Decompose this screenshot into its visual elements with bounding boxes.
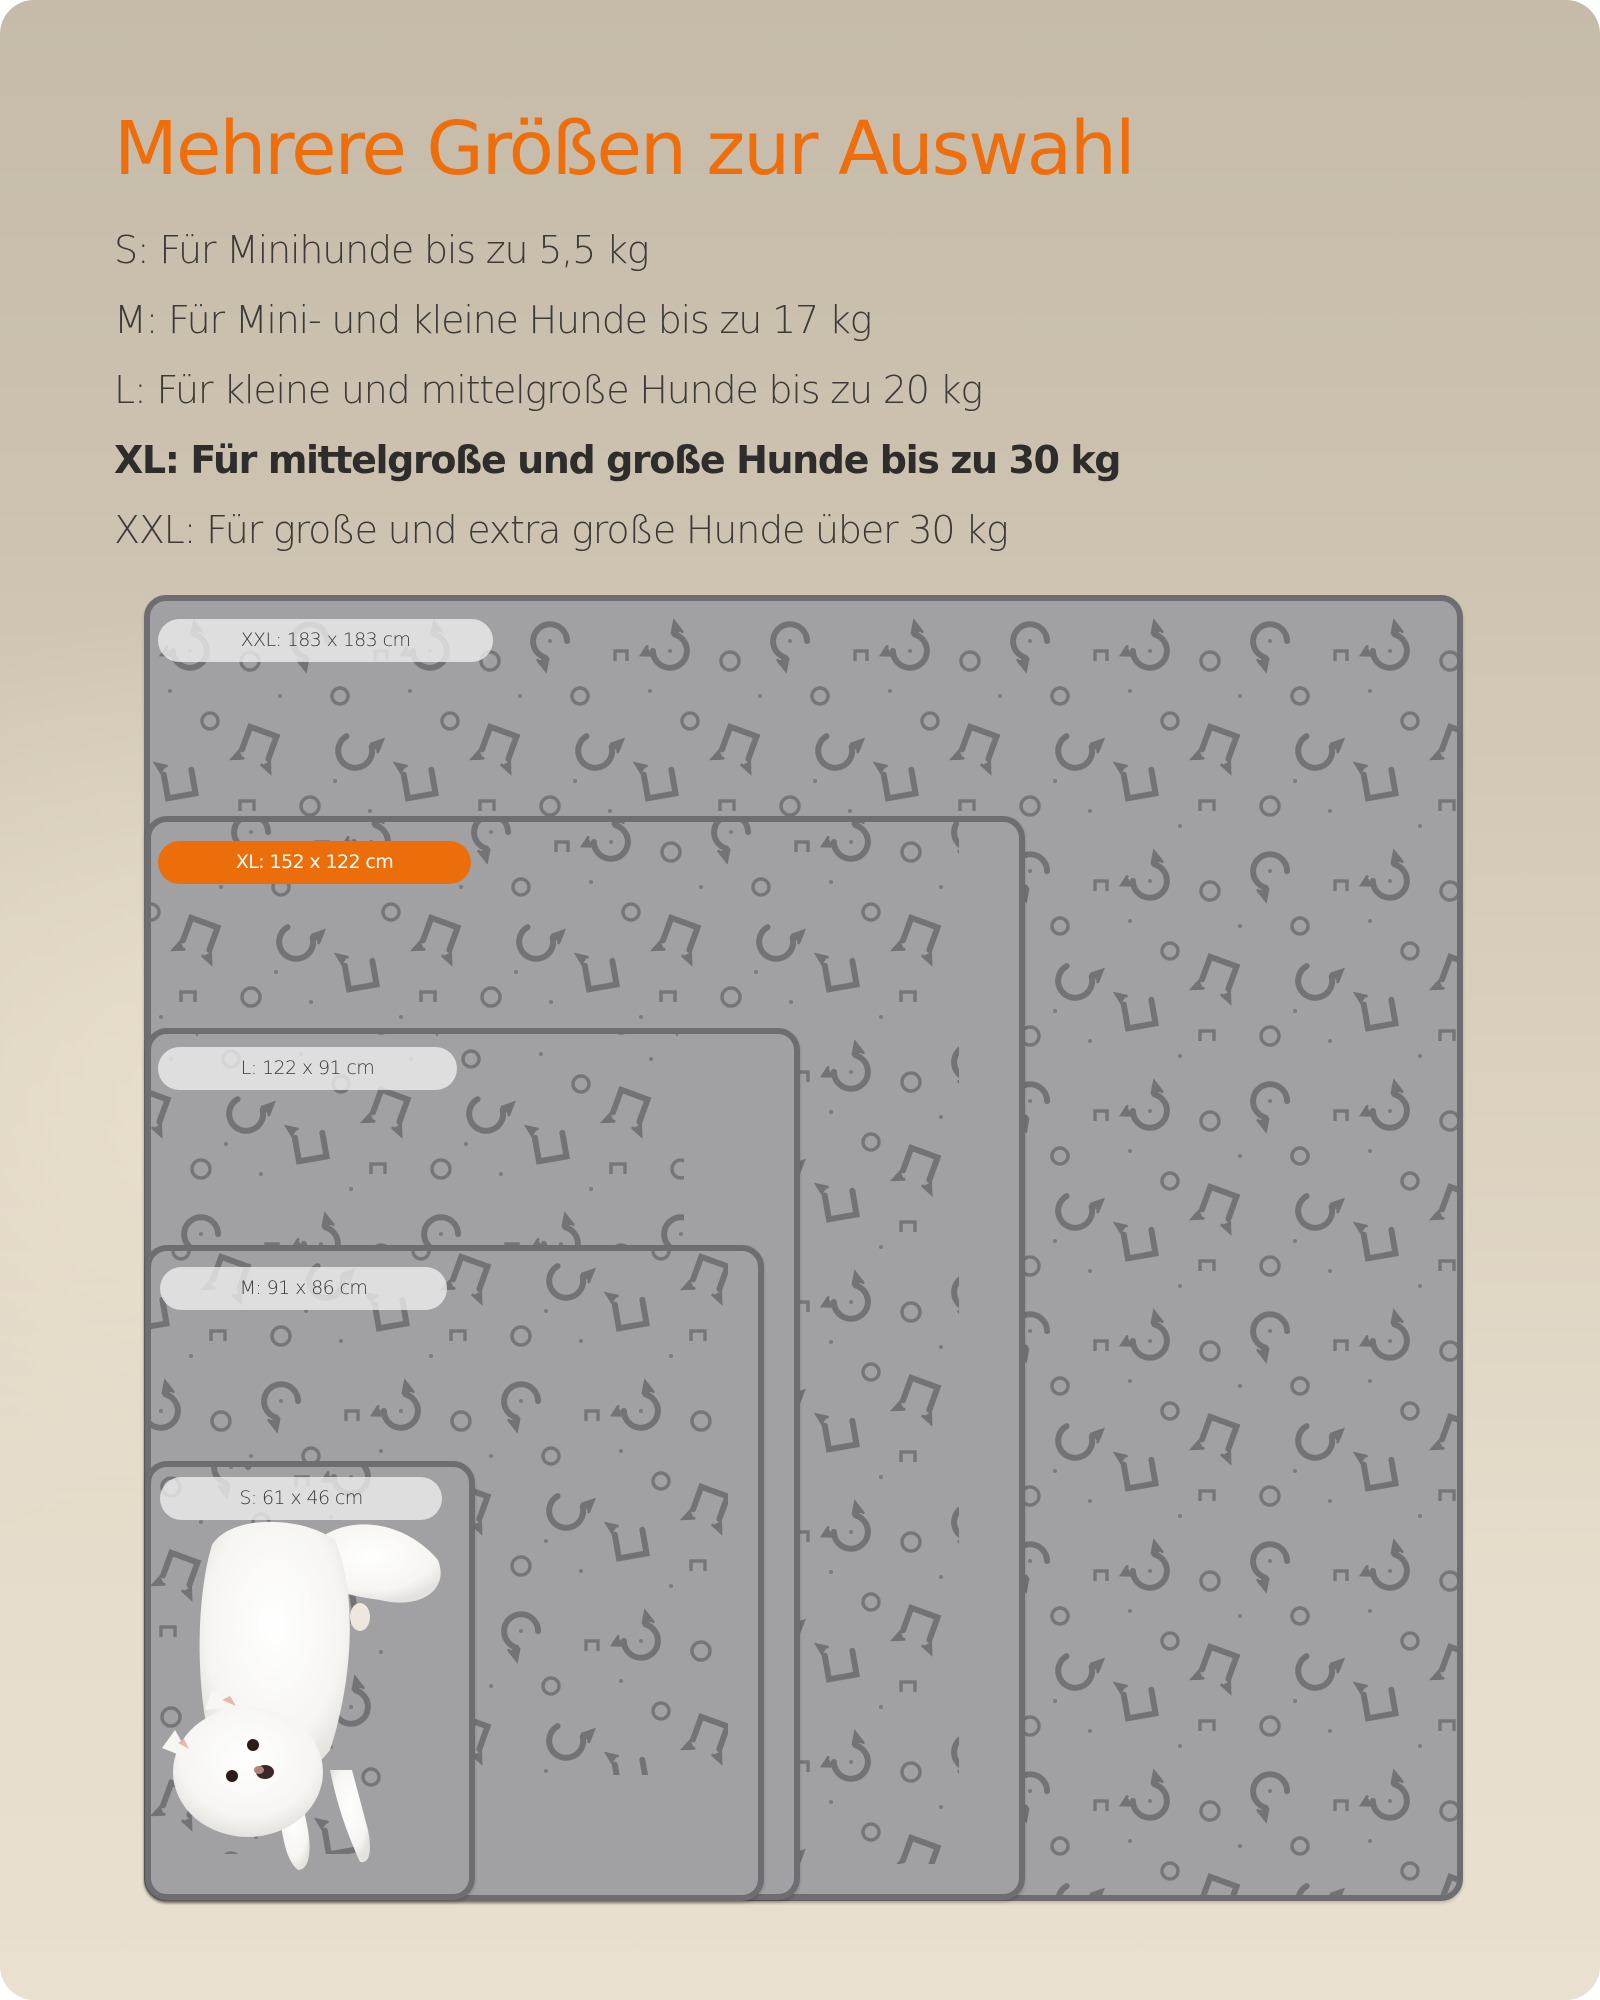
size-description-l: L: Für kleine und mittelgroße Hunde bis zu 20 kg bbox=[114, 368, 982, 412]
size-description-list bbox=[114, 226, 1120, 576]
size-label-s: S: 61 x 46 cm bbox=[160, 1477, 442, 1520]
size-description-xl: XL: Für mittelgroße und große Hunde bis zu 30 kg bbox=[114, 438, 1121, 482]
size-label-xxl: XXL: 183 x 183 cm bbox=[158, 619, 493, 662]
size-description-s: S: Für Minihunde bis zu 5,5 kg bbox=[114, 228, 649, 272]
mat-s bbox=[145, 1461, 475, 1900]
size-description-m: M: Für Mini- und kleine Hunde bis zu 17 kg bbox=[114, 298, 872, 342]
cat-pattern-icon bbox=[151, 1467, 469, 1894]
size-label-l: L: 122 x 91 cm bbox=[158, 1047, 457, 1090]
size-label-m: M: 91 x 86 cm bbox=[160, 1267, 447, 1310]
size-label-xl: XL: 152 x 122 cm bbox=[158, 841, 471, 884]
size-description-xxl: XXL: Für große und extra große Hunde über 30 kg bbox=[114, 508, 1008, 552]
page-title: Mehrere Größen zur Auswahl bbox=[114, 106, 1134, 192]
